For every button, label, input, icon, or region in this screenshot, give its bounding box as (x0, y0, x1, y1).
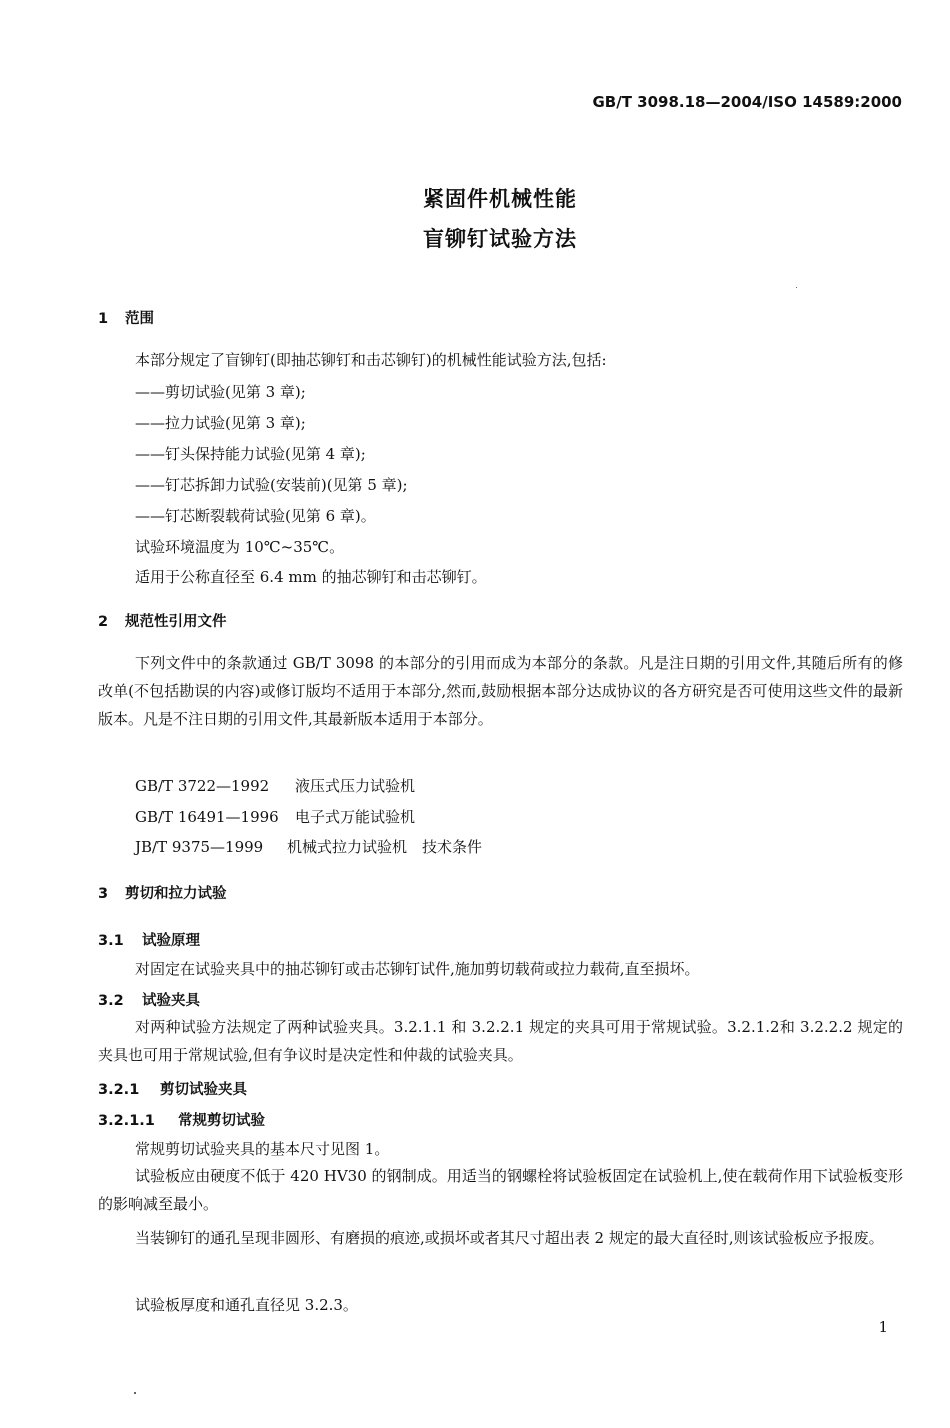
section-title: 规范性引用文件 (125, 614, 227, 630)
subsection-3-2-1-heading (98, 1078, 247, 1099)
section-title: 常规剪切试验 (178, 1113, 265, 1129)
section-number: 3.2.1 (98, 1082, 140, 1098)
subsection-3-1-heading (98, 929, 200, 950)
section-number: 1 (98, 311, 109, 327)
list-item: ——钉芯断裂载荷试验(见第 6 章)。 (135, 507, 376, 525)
section-title: 剪切和拉力试验 (125, 886, 227, 902)
section-1-heading (98, 307, 154, 328)
applicability-note: 适用于公称直径至 6.4 mm 的抽芯铆钉和击芯铆钉。 (135, 568, 487, 586)
section-number: 2 (98, 614, 109, 630)
list-item: ——钉头保持能力试验(见第 4 章); (135, 445, 366, 463)
list-item: ——拉力试验(见第 3 章); (135, 414, 306, 432)
list-item: ——剪切试验(见第 3 章); (135, 383, 306, 401)
subsection-paragraph: 当装铆钉的通孔呈现非圆形、有磨损的痕迹,或损坏或者其尺寸超出表 2 规定的最大直径时,则该试验板应予报废。 (135, 1229, 884, 1247)
section-number: 3.2 (98, 993, 124, 1009)
section-title: 试验夹具 (142, 993, 200, 1009)
section-3-heading (98, 882, 227, 903)
section-title: 剪切试验夹具 (160, 1082, 247, 1098)
reference-item (135, 836, 482, 857)
subsection-3-2-heading (98, 989, 200, 1010)
section-number: 3.1 (98, 933, 124, 949)
section-number: 3 (98, 886, 109, 902)
section-title: 试验原理 (142, 933, 200, 949)
section-2-paragraph: 下列文件中的条款通过 GB/T 3098 的本部分的引用而成为本部分的条款。凡是注日期的引用文件,其随后所有的修改单(不包括勘误的内容)或修订版均不适用于本部分,然而,鼓励根据本部分达成协议的各方研究是否可使用这些文件的最新版本。凡是不注日期的引用文件,其最新版本适用于本部分。 (98, 654, 903, 728)
list-item: ——钉芯拆卸力试验(安装前)(见第 5 章); (135, 476, 408, 494)
reference-item (135, 806, 415, 827)
reference-title: 电子式万能试验机 (295, 808, 416, 826)
section-title: 范围 (125, 311, 154, 327)
document-title-line1: 紧固件机械性能 (423, 187, 577, 211)
reference-title: 液压式压力试验机 (295, 777, 416, 795)
reference-code: GB/T 16491—1996 (135, 808, 279, 826)
subsection-paragraph: 试验板应由硬度不低于 420 HV30 的钢制成。用适当的钢螺栓将试验板固定在试验机上,使在载荷作用下试验板变形的影响减至最小。 (98, 1167, 903, 1213)
standard-code: GB/T 3098.18—2004/ISO 14589:2000 (592, 93, 902, 111)
reference-code: JB/T 9375—1999 (135, 838, 264, 856)
subsection-paragraph: 试验板厚度和通孔直径见 3.2.3。 (135, 1296, 358, 1314)
subsection-paragraph: 常规剪切试验夹具的基本尺寸见图 1。 (135, 1140, 390, 1158)
subsection-3-1-text: 对固定在试验夹具中的抽芯铆钉或击芯铆钉试件,施加剪切载荷或拉力载荷,直至损坏。 (135, 960, 700, 978)
subsection-3-2-text: 对两种试验方法规定了两种试验夹具。3.2.1.1 和 3.2.2.1 规定的夹具可用于常规试验。3.2.1.2和 3.2.2.2 规定的夹具也可用于常规试验,但有争议时是决定性和仲裁的试验夹具。 (98, 1018, 903, 1064)
document-title-line2: 盲铆钉试验方法 (423, 227, 577, 251)
section-2-heading (98, 610, 227, 631)
reference-code: GB/T 3722—1992 (135, 777, 270, 795)
scan-speck (796, 287, 797, 288)
subsection-3-2-1-1-heading (98, 1109, 265, 1130)
temperature-note: 试验环境温度为 10℃~35℃。 (135, 538, 345, 556)
reference-item (135, 775, 415, 796)
reference-title: 机械式拉力试验机 技术条件 (287, 838, 483, 856)
scan-speck (134, 1392, 136, 1394)
section-1-intro: 本部分规定了盲铆钉(即抽芯铆钉和击芯铆钉)的机械性能试验方法,包括: (135, 351, 607, 369)
section-number: 3.2.1.1 (98, 1113, 155, 1129)
page-number: 1 (878, 1318, 888, 1336)
